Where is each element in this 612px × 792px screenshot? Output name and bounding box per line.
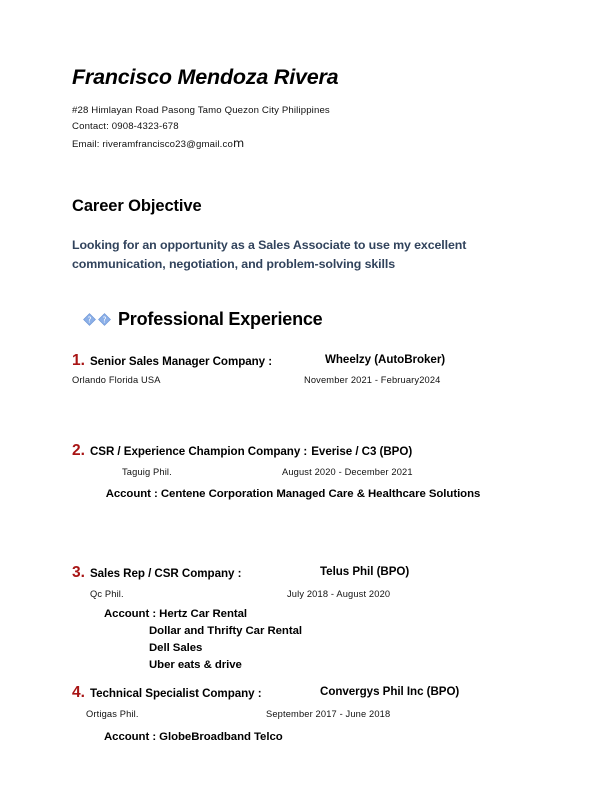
address-line: #28 Himlayan Road Pasong Tamo Quezon City Philippines: [72, 104, 330, 116]
svg-text:?: ?: [87, 314, 92, 324]
email-line: [72, 135, 542, 153]
job-meta-row: [72, 467, 542, 477]
job-accounts: [72, 606, 542, 674]
job-accounts: [78, 486, 508, 503]
job-company: Telus Phil (BPO): [320, 565, 410, 578]
job-dates: August 2020 - December 2021: [282, 466, 413, 477]
job-dates: November 2021 - February2024: [304, 374, 441, 385]
job-title-row: [72, 443, 542, 459]
contact-info-block: [72, 103, 542, 153]
account-line: Dell Sales: [149, 641, 203, 654]
account-line: Account : Hertz Car Rental: [104, 607, 248, 620]
career-objective-section: [72, 197, 512, 286]
job-title-row: [72, 353, 542, 369]
job-accounts: [72, 729, 542, 746]
job-location: Orlando Florida USA: [72, 374, 161, 385]
job-number: 2.: [72, 442, 85, 459]
experience-entry: [72, 443, 542, 503]
account-line: Account : Centene Corporation Managed Care & Healthcare Solutions: [105, 487, 481, 500]
professional-experience-heading-row: [83, 310, 323, 328]
candidate-name: Francisco Mendoza Rivera: [72, 65, 339, 89]
job-company: Everise / C3 (BPO): [311, 445, 413, 458]
job-dates: July 2018 - August 2020: [287, 588, 391, 599]
experience-entry: [72, 353, 542, 385]
professional-experience-heading: Professional Experience: [118, 309, 323, 329]
job-title-row: [72, 685, 542, 701]
job-company: Wheelzy (AutoBroker): [325, 353, 446, 366]
job-company: Convergys Phil Inc (BPO): [320, 685, 460, 698]
job-location: Ortigas Phil.: [86, 708, 139, 719]
job-meta-row: [72, 375, 542, 385]
account-line: Dollar and Thrifty Car Rental: [149, 624, 302, 637]
email-text: Email: riveramfrancisco23@gmail.co: [72, 138, 233, 150]
blue-diamond-icon: [98, 313, 111, 326]
job-number: 3.: [72, 564, 85, 581]
career-objective-text: Looking for an opportunity as a Sales Associate to use my excellent communication, negotiation, and problem-solving skills: [72, 238, 467, 271]
job-role: Senior Sales Manager Company :: [89, 355, 273, 368]
job-role: Sales Rep / CSR Company :: [89, 567, 242, 580]
account-line: Account : GlobeBroadband Telco: [104, 730, 283, 743]
svg-text:?: ?: [102, 314, 107, 324]
job-location: Qc Phil.: [90, 588, 124, 599]
job-meta-row: [72, 589, 542, 599]
email-text-tail: m: [232, 135, 245, 150]
job-number: 1.: [72, 352, 85, 369]
experience-entry: [72, 565, 542, 674]
account-line: Uber eats & drive: [149, 658, 242, 671]
resume-header: [72, 66, 542, 153]
job-role: Technical Specialist Company :: [89, 687, 262, 700]
phone-line: Contact: 0908-4323-678: [72, 120, 179, 132]
job-title-row: [72, 565, 542, 581]
blue-diamond-icon: [83, 313, 96, 326]
job-role: CSR / Experience Champion Company :: [89, 445, 308, 458]
job-number: 4.: [72, 684, 85, 701]
job-dates: September 2017 - June 2018: [266, 708, 391, 719]
job-location: Taguig Phil.: [122, 466, 172, 477]
experience-entry: [72, 685, 542, 746]
diamond-bullet-group: [83, 313, 111, 326]
career-objective-heading: Career Objective: [72, 197, 202, 215]
job-meta-row: [72, 709, 542, 719]
